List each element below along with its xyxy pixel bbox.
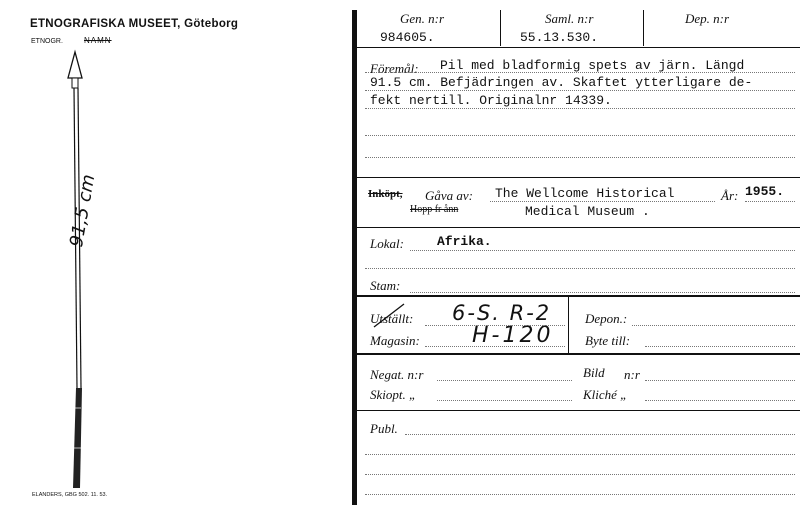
museum-title: ETNOGRAFISKA MUSEET, Göteborg xyxy=(30,18,239,30)
gen-nr-label: Gen. n:r xyxy=(400,11,445,26)
depon-label: Depon.: xyxy=(585,311,628,326)
section-rule xyxy=(357,227,800,228)
gava-value-2: Medical Museum . xyxy=(525,204,650,219)
foremal-line xyxy=(365,90,795,91)
stam-line xyxy=(410,292,795,293)
section-rule-bold xyxy=(357,353,800,355)
utstallt-line xyxy=(425,325,565,326)
magasin-label: Magasin: xyxy=(370,333,420,348)
printer-mark: ELANDERS, GBG 502. 11. 53. xyxy=(32,492,108,498)
stam-label: Stam: xyxy=(370,278,401,293)
utstallt-strike xyxy=(370,300,410,330)
gava-line xyxy=(490,201,715,202)
storage-divider xyxy=(568,297,569,353)
utstallt-label: Utställt: xyxy=(370,311,414,326)
section-rule-bold xyxy=(357,295,800,297)
header-divider-2 xyxy=(643,10,644,46)
lokal-line xyxy=(410,250,795,251)
struck-inkopt: Inköpt, xyxy=(368,188,403,200)
byte-till-line xyxy=(645,346,795,347)
saml-nr-value: 55.13.530. xyxy=(520,30,599,45)
struck-hopp-fran: Hopp fr ånn xyxy=(410,204,459,215)
ar-line xyxy=(745,201,795,202)
byte-till-label: Byte till: xyxy=(585,333,631,348)
gen-nr-value: 984605. xyxy=(380,30,435,45)
magasin-line xyxy=(425,346,565,347)
bild-nr-label: n:r xyxy=(624,367,640,382)
foremal-line-1: Pil med bladformig spets av järn. Längd xyxy=(440,58,745,73)
foremal-line xyxy=(365,157,795,158)
header-bottom-rule xyxy=(357,47,800,48)
publ-line xyxy=(365,454,795,455)
ar-value: 1955. xyxy=(745,184,785,199)
lokal-line xyxy=(365,268,795,269)
negat-label: Negat. n:r xyxy=(370,367,424,382)
negat-line xyxy=(437,380,572,381)
section-rule xyxy=(357,410,800,411)
foremal-line xyxy=(365,135,795,136)
saml-nr-label: Saml. n:r xyxy=(545,11,594,26)
arrow-drawing xyxy=(55,48,100,508)
bild-line xyxy=(645,380,795,381)
foremal-line-3: fekt nertill. Originalnr 14339. xyxy=(370,93,612,108)
card-left-border xyxy=(352,10,357,505)
struck-name-field: NAMN xyxy=(84,36,112,45)
header-divider-1 xyxy=(500,10,501,46)
skiopt-line xyxy=(437,400,572,401)
publ-line xyxy=(365,474,795,475)
foremal-line-2: 91.5 cm. Befjädringen av. Skaftet ytterligare de- xyxy=(370,75,753,90)
bild-label: Bild xyxy=(583,365,605,380)
gava-label: Gåva av: xyxy=(425,188,474,203)
foremal-line xyxy=(365,108,795,109)
dep-nr-label: Dep. n:r xyxy=(685,11,730,26)
lokal-label: Lokal: xyxy=(370,236,404,251)
foremal-label: Föremål: xyxy=(370,61,419,76)
kliche-line xyxy=(645,400,795,401)
kliche-label: Kliché „ xyxy=(583,387,628,402)
lokal-value: Afrika. xyxy=(437,234,492,249)
magasin-value: H-120 xyxy=(472,323,554,348)
publ-line xyxy=(405,434,795,435)
section-rule xyxy=(357,177,800,178)
skiopt-label: Skiopt. „ xyxy=(370,387,417,402)
depon-line xyxy=(632,325,795,326)
publ-line xyxy=(365,494,795,495)
length-note: 91,5 cm xyxy=(66,172,100,249)
etnogr-label: ETNOGR. xyxy=(31,38,63,45)
publ-label: Publ. xyxy=(370,421,398,436)
gava-value-1: The Wellcome Historical xyxy=(495,186,675,201)
ar-label: År: xyxy=(721,188,739,203)
foremal-line xyxy=(365,72,795,73)
utstallt-value: 6-S. R-2 xyxy=(452,301,552,325)
